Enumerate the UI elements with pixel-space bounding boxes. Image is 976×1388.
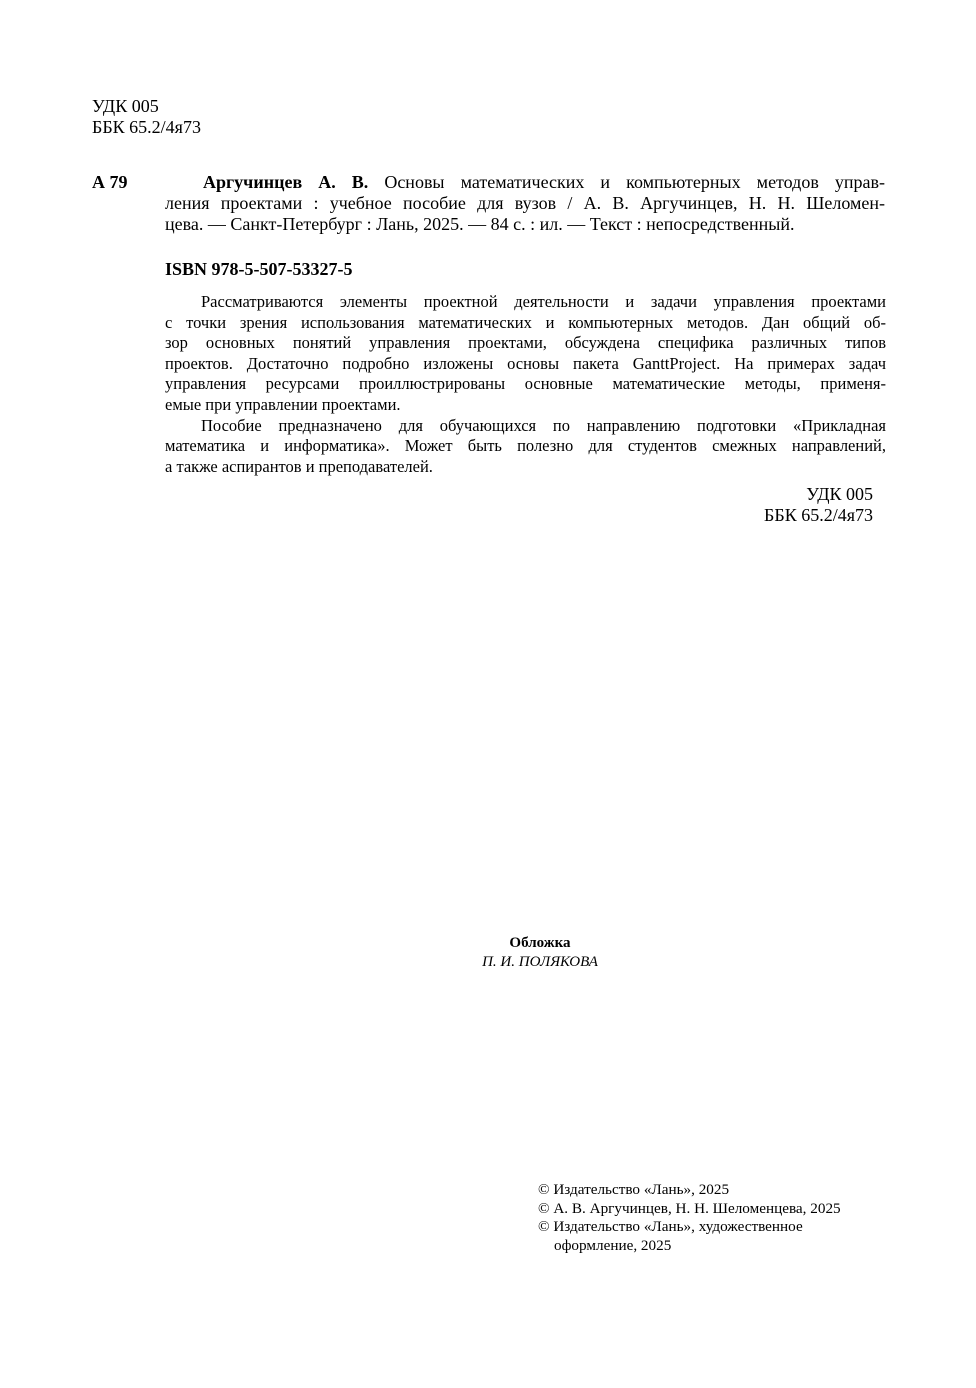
bibliographic-record-continuation — [165, 193, 885, 235]
udk-code: УДК 005 — [92, 96, 159, 116]
abstract-p1-line: управления ресурсами проиллюстрированы основные математические методы, применя- — [165, 374, 886, 394]
bib-author: Аргучинцев А. В. — [203, 172, 369, 192]
copyright-line: © А. В. Аргучинцев, Н. Н. Шеломенцева, 2025 — [538, 1199, 841, 1217]
isbn-number: ISBN 978-5-507-53327-5 — [165, 259, 353, 279]
footer-index-block — [760, 484, 873, 526]
udk-code: УДК 005 — [806, 484, 873, 504]
header-index-block — [92, 96, 201, 138]
cover-credit — [380, 934, 700, 972]
abstract-p1-line: с точки зрения использования математических и компьютерных методов. Дан общий об- — [165, 312, 886, 332]
copyright-line: оформление, 2025 — [554, 1236, 672, 1254]
cover-designer: П. И. ПОЛЯКОВА — [482, 954, 598, 970]
bibliographic-record-first-line — [203, 172, 885, 193]
abstract-p1-line: емые при управлении проектами. — [165, 394, 401, 414]
abstract-p1-line: проектов. Достаточно подробно изложены основы пакета GanttProject. На примерах задач — [165, 353, 886, 373]
copyright-line: © Издательство «Лань», художественное — [538, 1218, 803, 1236]
abstract-p2-line: Пособие предназначено для обучающихся по направлению подготовки «Прикладная — [201, 415, 886, 435]
bib-title: Основы математических и компьютерных методов управ- — [368, 172, 885, 192]
bib-line-3: цева. — Санкт-Петербург : Лань, 2025. — 84 с. : ил. — Текст : непосредственный. — [165, 214, 795, 234]
abstract-block — [165, 292, 886, 477]
bbk-code: ББК 65.2/4я73 — [764, 505, 873, 525]
copyright-block — [538, 1181, 841, 1255]
bib-line-1 — [203, 172, 885, 193]
copyright-line: © Издательство «Лань», 2025 — [538, 1181, 730, 1198]
abstract-p1-line: Рассматриваются элементы проектной деятельности и задачи управления проектами — [201, 292, 886, 311]
cover-label: Обложка — [509, 935, 571, 951]
author-sign: А 79 — [92, 172, 128, 192]
abstract-p2-line: а также аспирантов и преподавателей. — [165, 456, 433, 476]
abstract-p1-line: зор основных понятий управления проектами, обсуждена специфика различных типов — [165, 333, 886, 353]
bbk-code: ББК 65.2/4я73 — [92, 117, 201, 137]
bib-line-2: ления проектами : учебное пособие для вузов / А. В. Аргучинцев, Н. Н. Шеломен- — [165, 193, 885, 213]
abstract-p2-line: математика и информатика». Может быть полезно для студентов смежных направлений, — [165, 436, 886, 456]
